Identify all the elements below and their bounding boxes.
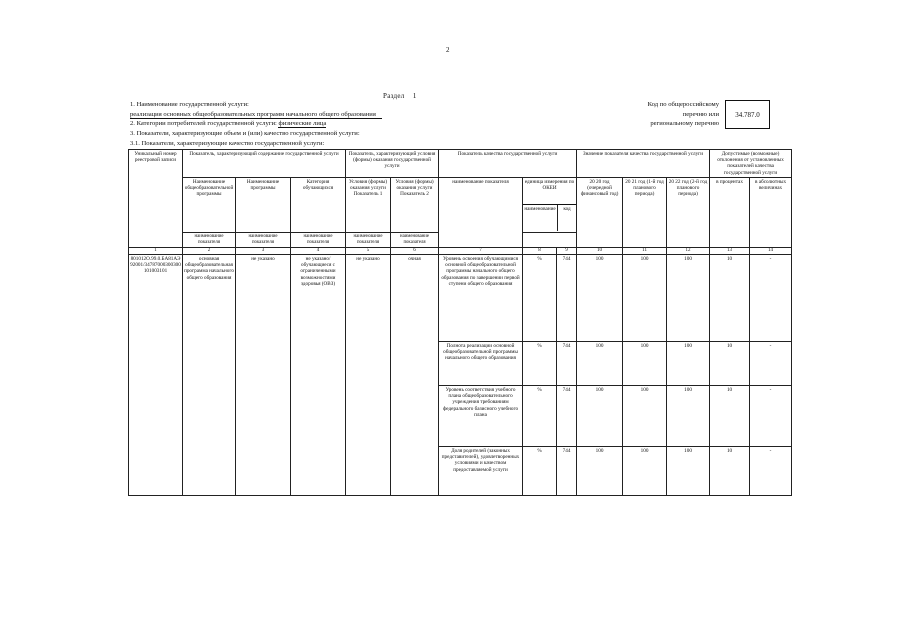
cell-value-y1: 100 <box>577 446 623 495</box>
cell-unique-number: 801012О.99.0.БА81АЭ92001/34787000300300101003101 <box>129 254 183 495</box>
header-absolute: в абсолютных величинах <box>750 177 792 247</box>
section-label: Раздел <box>383 92 405 100</box>
cell-code: 744 <box>557 341 577 385</box>
col-number: 8 <box>523 247 557 254</box>
col-number: 5 <box>346 247 391 254</box>
column-numbers-row <box>129 247 792 254</box>
cell-edu-program: основная общеобразовательная программа начального общего образования <box>183 254 236 495</box>
header-content-indicator: Показатель, характеризующий содержание государственной услуги <box>183 150 346 178</box>
header-edu-program: Наименование общеобразовательной программы <box>183 177 236 232</box>
code-label-2: перечню или <box>682 111 719 118</box>
header-year-1: 20 20 год (очередной финансовый год) <box>577 177 623 247</box>
col-number: 9 <box>557 247 577 254</box>
quality-indicators-heading: 3.1. Показатели, характеризующие качество государственной услуги: <box>130 140 325 147</box>
cell-percent: 10 <box>710 254 750 341</box>
consumer-category-label: 2. Категории потребителей государственной услуги: <box>130 120 279 127</box>
header-condition-1: Условия (формы) оказания услуги Показатель 1 <box>346 177 391 232</box>
cell-percent: 10 <box>710 341 750 385</box>
section-title <box>383 92 417 100</box>
cell-value-y2: 100 <box>623 254 667 341</box>
col-number: 3 <box>236 247 291 254</box>
header-unit-name: наименование <box>523 205 558 231</box>
col-number: 1 <box>129 247 183 254</box>
header-indicator-name-5: наименование показателя <box>346 232 391 247</box>
cell-unit: % <box>523 341 557 385</box>
col-number: 11 <box>623 247 667 254</box>
cell-condition-1: не указано <box>346 254 391 495</box>
header-row-2 <box>129 177 792 232</box>
header-unit-subcols <box>523 205 576 231</box>
header-year-2: 20 21 год (1-й год планового периода) <box>623 177 667 247</box>
cell-value-y1: 100 <box>577 341 623 385</box>
col-number: 6 <box>391 247 439 254</box>
cell-category: не указано/ обучающиеся с ограниченными возможностями здоровья (ОВЗ) <box>291 254 346 495</box>
service-name-value: реализация основных общеобразовательных программ начального общего образования <box>130 111 382 119</box>
cell-absolute: - <box>750 341 792 385</box>
cell-absolute: - <box>750 254 792 341</box>
cell-quality-name: Уровень освоения обучающимися основной общеобразовательной программы начального общего образования по завершении первой ступени общего образования <box>439 254 523 341</box>
cell-absolute: - <box>750 385 792 446</box>
cell-value-y3: 100 <box>667 446 710 495</box>
header-indicator-name-6: наименование показателя <box>391 232 439 247</box>
cell-absolute: - <box>750 446 792 495</box>
indicators-heading: 3. Показатели, характеризующие объем и (или) качество государственной услуги: <box>130 130 360 137</box>
cell-value-y2: 100 <box>623 385 667 446</box>
cell-value-y1: 100 <box>577 254 623 341</box>
col-number: 12 <box>667 247 710 254</box>
cell-value-y3: 100 <box>667 385 710 446</box>
cell-value-y1: 100 <box>577 385 623 446</box>
header-year-3: 20 22 год (2-й год планового периода) <box>667 177 710 247</box>
header-conditions-indicator: Показатель, характеризующий условия (формы) оказания государственной услуги <box>346 150 439 178</box>
header-indicator-name-2: наименование показателя <box>183 232 236 247</box>
header-condition-2: Условия (формы) оказания услуги Показатель 2 <box>391 177 439 232</box>
cell-code: 744 <box>557 254 577 341</box>
col-number: 13 <box>710 247 750 254</box>
col-number: 10 <box>577 247 623 254</box>
consumer-category-value: физические лица <box>278 120 327 127</box>
cell-unit: % <box>523 385 557 446</box>
header-unit: единица измерения по ОКЕИ <box>523 178 576 205</box>
cell-percent: 10 <box>710 446 750 495</box>
header-deviation: Допустимые (возможные) отклонения от установленных показателей качества государственной услуги <box>710 150 792 178</box>
section-number: 1 <box>412 92 417 100</box>
cell-value-y2: 100 <box>623 341 667 385</box>
header-indicator-name-3: наименование показателя <box>236 232 291 247</box>
header-percent: в процентах <box>710 177 750 247</box>
header-quality-indicator: Показатель качества государственной услуги <box>439 150 577 178</box>
code-label-3: региональному перечню <box>650 120 719 127</box>
cell-quality-name: Доля родителей (законных представителей), удовлетворенных условиями и качеством предоставляемой услуги <box>439 446 523 495</box>
code-label-1: Код по общероссийскому <box>647 101 719 108</box>
cell-code: 744 <box>557 385 577 446</box>
header-programs: Наименование программы <box>236 177 291 232</box>
cell-percent: 10 <box>710 385 750 446</box>
col-number: 7 <box>439 247 523 254</box>
quality-indicators-table <box>128 149 792 496</box>
registry-code-box: 34.787.0 <box>725 100 770 129</box>
col-number: 4 <box>291 247 346 254</box>
cell-code: 744 <box>557 446 577 495</box>
cell-quality-name: Уровень соответствия учебного плана общеобразовательного учреждения требованиям федерального базисного учебного плана <box>439 385 523 446</box>
col-number: 14 <box>750 247 792 254</box>
header-category: Категория обучающихся <box>291 177 346 232</box>
table-row <box>129 254 792 341</box>
header-row-1 <box>129 150 792 178</box>
header-indicator-name: наименование показателя <box>439 177 523 247</box>
header-unit-code: код <box>563 205 571 212</box>
consumer-category <box>130 120 326 127</box>
cell-value-y2: 100 <box>623 446 667 495</box>
cell-unit: % <box>523 446 557 495</box>
cell-value-y3: 100 <box>667 254 710 341</box>
page-number: 2 <box>446 46 450 54</box>
header-indicator-name-4: наименование показателя <box>291 232 346 247</box>
cell-condition-2: очная <box>391 254 439 495</box>
col-number: 2 <box>183 247 236 254</box>
service-name-label: 1. Наименование государственной услуги: <box>130 101 249 108</box>
cell-unit: % <box>523 254 557 341</box>
header-quality-values: Значение показателя качества государственной услуги <box>577 150 710 178</box>
cell-program: не указано <box>236 254 291 495</box>
cell-quality-name: Полнота реализации основной общеобразовательной программы начального общего образования <box>439 341 523 385</box>
cell-value-y3: 100 <box>667 341 710 385</box>
header-unit-group <box>523 177 577 232</box>
header-unique-number: Уникальный номер реестровой записи <box>129 150 183 248</box>
